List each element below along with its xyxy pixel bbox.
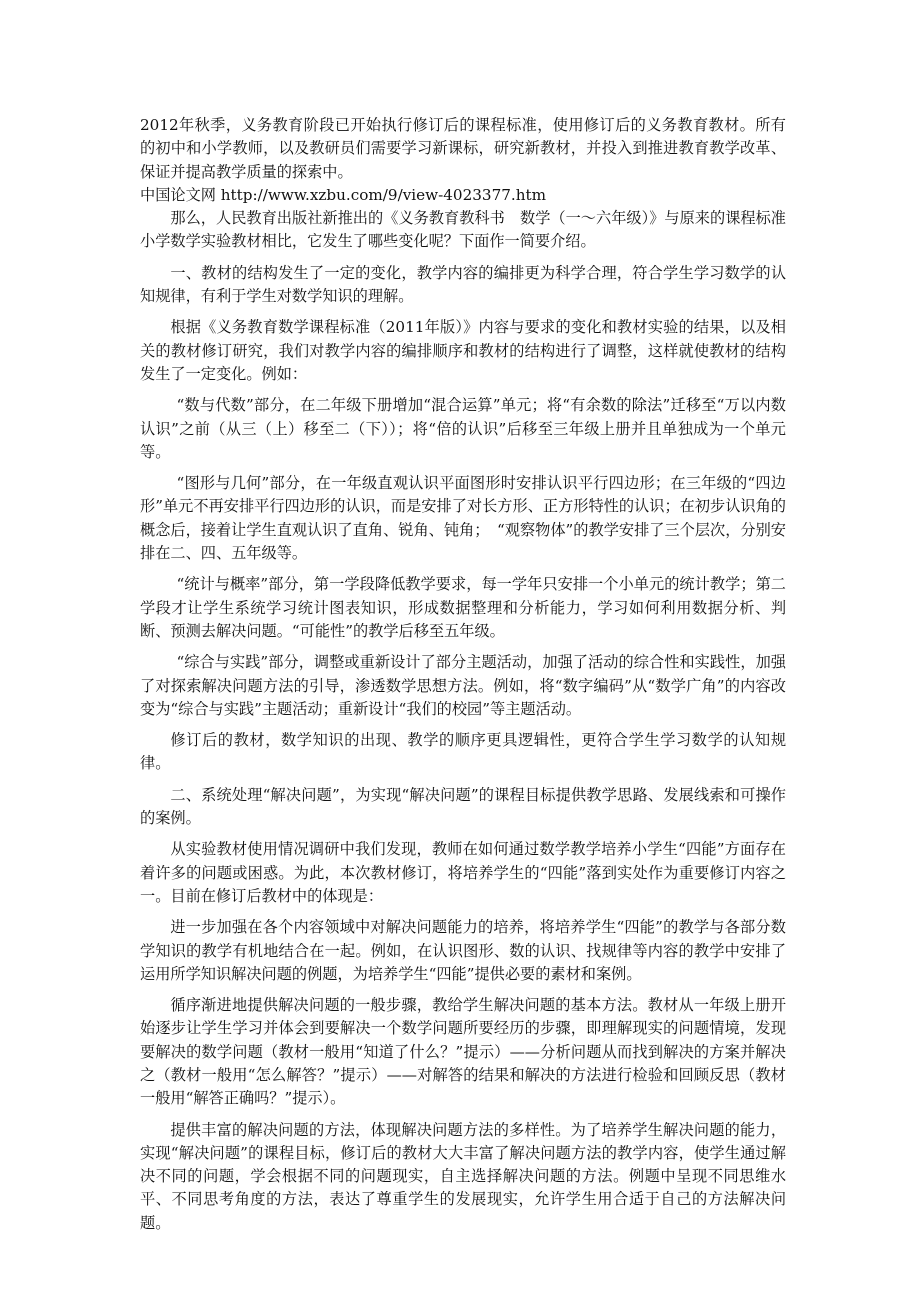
- paragraph-geometry: “图形与几何”部分，在一年级直观认识平面图形时安排认识平行四边形；在三年级的“四边形”单元不再安排平行四边形的认识，而是安排了对长方形、正方形特性的认识；在初步认识角的概念后，接着让学生直观认识了直角、锐角、钝角； “观察物体”的教学安排了三个层次，分别安排在二、四、五年级等。: [140, 474, 786, 563]
- section-heading-1: 一、教材的结构发生了一定的变化，教学内容的编排更为科学合理，符合学生学习数学的认知规律，有利于学生对数学知识的理解。: [140, 263, 786, 306]
- paragraph-methods: 提供丰富的解决问题的方法，体现解决问题方法的多样性。为了培养学生解决问题的能力，实现“解决问题”的课程目标，修订后的教材大大丰富了解决问题方法的教学内容，使学生通过解决不同的问题，学会根据不同的问题现实，自主选择解决问题的方法。例题中呈现不同思维水平、不同思考角度的方法，表达了尊重学生的发展现实，允许学生用合适于自己的方法解决问题。: [140, 1120, 786, 1232]
- intro-paragraph: 2012年秋季，义务教育阶段已开始执行修订后的课程标准，使用修订后的义务教育教材。所有的初中和小学教师，以及教研员们需要学习新课标，研究新教材，并投入到推进教育教学改革、保证并提高教学质量的探索中。: [140, 116, 786, 181]
- paragraph-overview: 那么，人民教育出版社新推出的《义务教育教科书 数学（一～六年级）》与原来的课程标准小学数学实验教材相比，它发生了哪些变化呢？下面作一简要介绍。: [140, 209, 786, 251]
- section-heading-2: 二、系统处理“解决问题”，为实现“解决问题”的课程目标提供教学思路、发展线索和可操作的案例。: [140, 785, 786, 828]
- paragraph-research: 从实验教材使用情况调研中我们发现，教师在如何通过数学教学培养小学生“四能”方面存在着许多的问题或困惑。为此，本次教材修订，将培养学生的“四能”落到实处作为重要修订内容之一。目前在修订后教材中的体现是：: [140, 840, 786, 905]
- paragraph-summary: 修订后的教材，数学知识的出现、教学的顺序更具逻辑性，更符合学生学习数学的认知规律。: [140, 731, 786, 773]
- paragraph-statistics: “统计与概率”部分，第一学段降低教学要求，每一学年只安排一个小单元的统计教学；第二学段才让学生系统学习统计图表知识，形成数据整理和分析能力，学习如何利用数据分析、判断、预测去解决问题。“可能性”的教学后移至五年级。: [140, 575, 786, 640]
- paragraph-four-abilities: 进一步加强在各个内容领域中对解决问题能力的培养，将培养学生“四能”的教学与各部分数学知识的教学有机地结合在一起。例如，在认识图形、数的认识、找规律等内容的教学中安排了运用所学知识解决问题的例题，为培养学生“四能”提供必要的素材和案例。: [140, 918, 786, 983]
- document-page: [140, 114, 786, 1235]
- source-link[interactable]: 中国论文网 http://www.xzbu.com/9/view-4023377.htm: [140, 185, 547, 204]
- paragraph-number-algebra: “数与代数”部分，在二年级下册增加“混合运算”单元；将“有余数的除法”迁移至“万以内数认识”之前（从三（上）移至二（下））；将“倍的认识”后移至三年级上册并且单独成为一个单元等。: [140, 396, 786, 461]
- paragraph-adjustment: 根据《义务教育数学课程标准（2011年版）》内容与要求的变化和教材实验的结果，以及相关的教材修订研究，我们对教学内容的编排顺序和教材的结构进行了调整，这样就使教材的结构发生了一定变化。例如：: [140, 318, 786, 383]
- paragraph-practice: “综合与实践”部分，调整或重新设计了部分主题活动，加强了活动的综合性和实践性，加强了对探索解决问题方法的引导，渗透数学思想方法。例如，将“数字编码”从“数学广角”的内容改变为“综合与实践”主题活动；重新设计“我们的校园”等主题活动。: [140, 653, 786, 718]
- paragraph-steps: 循序渐进地提供解决问题的一般步骤，教给学生解决问题的基本方法。教材从一年级上册开始逐步让学生学习并体会到要解决一个数学问题所要经历的步骤，即理解现实的问题情境，发现要解决的数学问题（教材一般用“知道了什么？”提示）——分析问题从而找到解决的方案并解决之（教材一般用“怎么解答？”提示）——对解答的结果和解决的方法进行检验和回顾反思（教材一般用“解答正确吗？”提示）。: [140, 996, 786, 1108]
